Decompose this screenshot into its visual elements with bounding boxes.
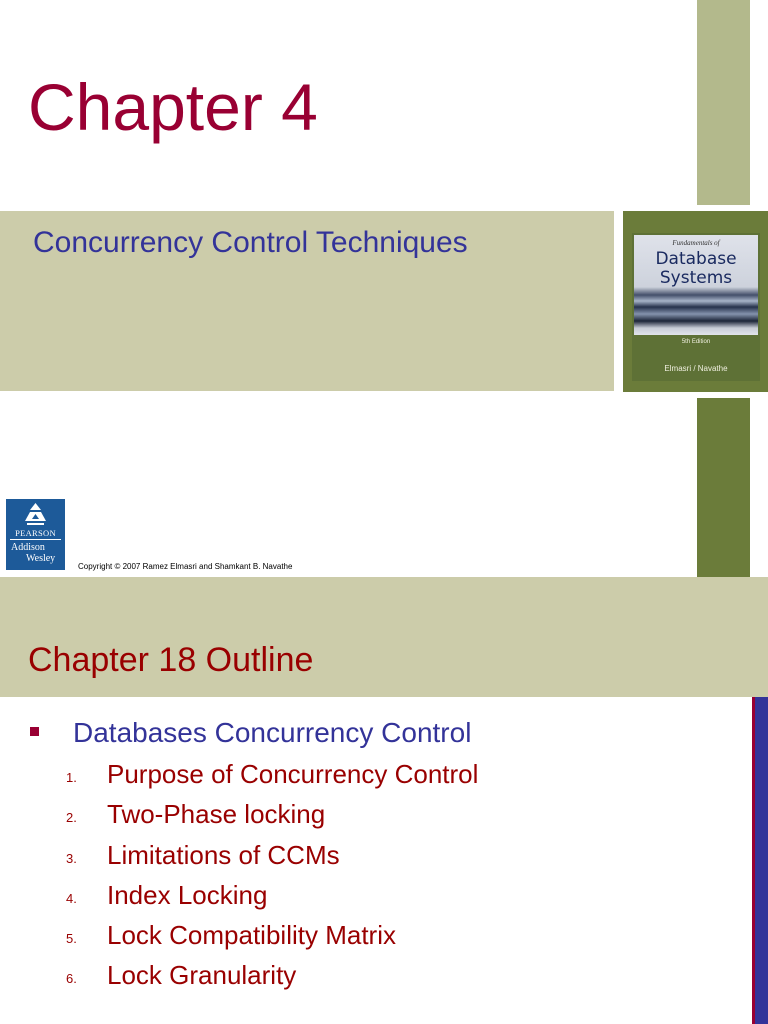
copyright-notice: Copyright © 2007 Ramez Elmasri and Shamkant B. Navathe (78, 562, 293, 571)
list-item (66, 920, 666, 960)
publisher-brand: PEARSON (15, 528, 56, 538)
decorative-stripe-blue (755, 697, 768, 1024)
list-item (66, 759, 666, 799)
list-item-number: 5. (66, 931, 77, 947)
slide-subtitle: Concurrency Control Techniques (33, 226, 468, 259)
list-item (66, 880, 666, 920)
list-item-text: Index Locking (107, 879, 268, 910)
list-item-text: Lock Compatibility Matrix (107, 920, 396, 951)
book-authors: Elmasri / Navathe (664, 364, 728, 373)
book-title-line-2: Systems (659, 268, 733, 288)
list-item-number: 6. (66, 971, 77, 987)
decorative-bar-top (697, 0, 750, 205)
book-cover-panel (634, 235, 758, 335)
list-item (66, 840, 666, 880)
book-cover-image (632, 233, 760, 381)
list-item-number: 2. (66, 810, 77, 826)
list-item-text: Purpose of Concurrency Control (107, 759, 479, 789)
publisher-line-1: Addison (11, 542, 45, 553)
list-item-number: 4. (66, 890, 77, 906)
list-item (66, 799, 666, 839)
pearson-emblem-icon (25, 503, 46, 525)
book-series-label: Fundamentals of (672, 239, 720, 247)
list-item-text: Limitations of CCMs (107, 839, 340, 870)
list-item-number: 3. (66, 850, 77, 866)
outline-title: Chapter 18 Outline (28, 641, 314, 679)
outline-slide (0, 577, 768, 1024)
list-item-text: Two-Phase locking (107, 799, 326, 830)
publisher-line-2: Wesley (26, 553, 56, 564)
book-title-line-1: Database (655, 249, 737, 269)
outline-numbered-list (66, 759, 666, 1001)
decorative-bar-bottom (697, 398, 750, 577)
square-bullet-icon (30, 727, 39, 736)
publisher-logo (6, 499, 65, 570)
book-title (634, 250, 758, 288)
publisher-divider (10, 539, 61, 540)
outline-bullet-text: Databases Concurrency Control (73, 717, 472, 748)
book-edition: 5th Edition (681, 339, 711, 345)
list-item-text: Lock Granularity (107, 960, 297, 991)
list-item-number: 1. (66, 770, 77, 785)
slide-title: Chapter 4 (28, 70, 318, 144)
list-item (66, 960, 666, 1000)
